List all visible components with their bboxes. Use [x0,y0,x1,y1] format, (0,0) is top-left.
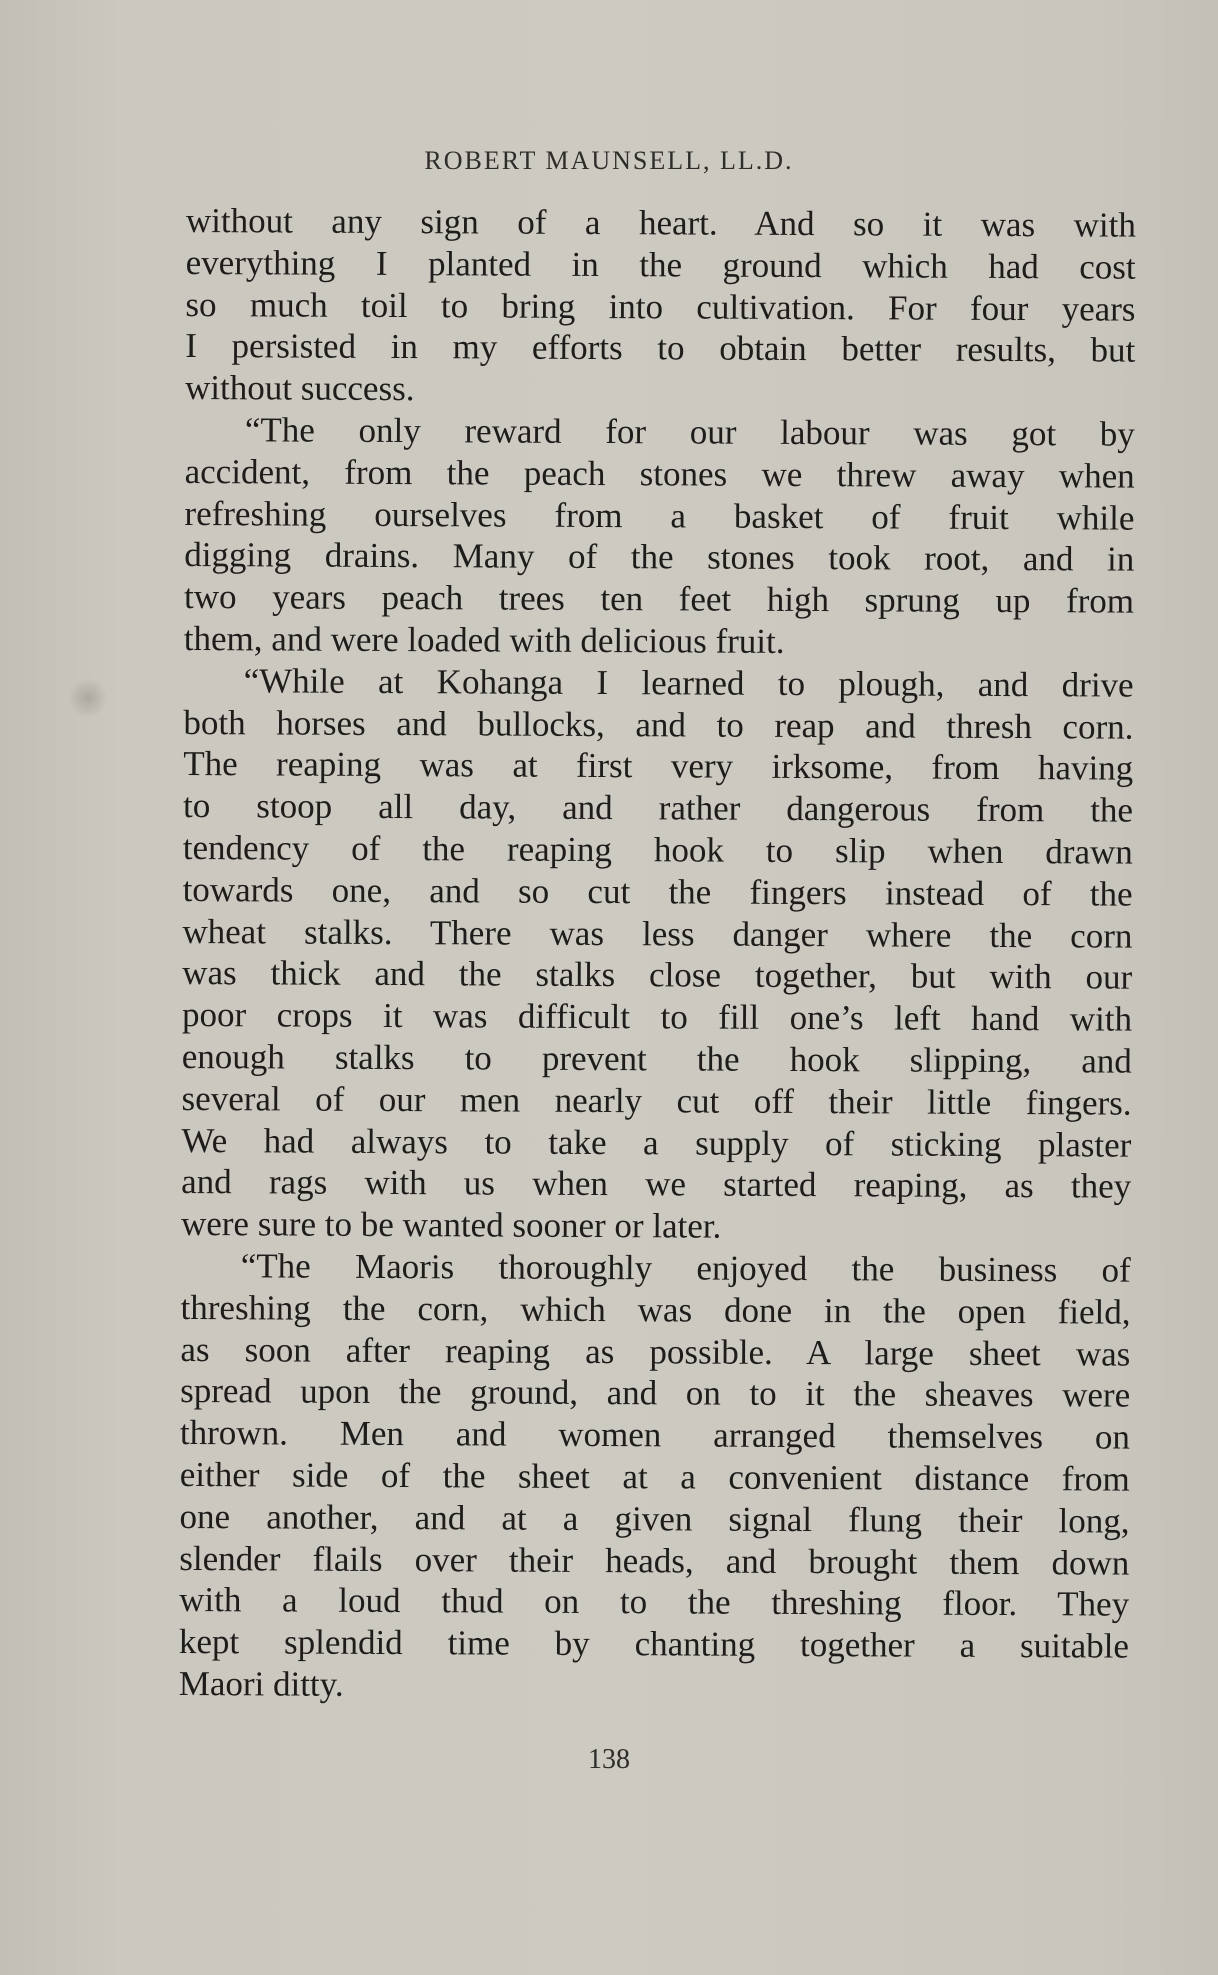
text-line: one another, and at a given signal flung their long, [179,1496,1130,1541]
text-line: several of our men nearly cut off their little fingers. [181,1078,1132,1123]
text-line: wheat stalks. There was less danger where the corn [182,911,1133,956]
text-line: and rags with us when we started reaping, as they [181,1162,1132,1206]
text-line: two years peach trees ten feet high sprung up from [183,577,1135,621]
text-line: “The Maoris thoroughly enjoyed the business of [240,1246,1131,1290]
text-line: The reaping was at first very irksome, from having [183,744,1134,788]
text-line: without success. [184,368,415,409]
text-line: refreshing ourselves from a basket of fruit while [184,493,1135,538]
text-line: “While at Kohanga I learned to plough, and drive [243,661,1134,705]
page-smudge [68,678,108,718]
text-line: to stoop all day, and rather dangerous from the [182,786,1134,830]
text-line: were sure to be wanted sooner or later. [180,1204,722,1246]
text-line: Maori ditty. [178,1663,344,1704]
text-line: either side of the sheet at a convenient distance from [179,1454,1130,1499]
text-line: spread upon the ground, and on to it the sheaves were [180,1371,1131,1415]
text-line: with a loud thud on to the threshing floor. They [179,1580,1130,1624]
text-line: accident, from the peach stones we threw away when [184,451,1135,496]
text-line: towards one, and so cut the fingers instead of the [182,869,1133,914]
text-line: threshing the corn, which was done in the open field, [180,1287,1131,1332]
text-line: We had always to take a supply of sticking plaster [181,1120,1132,1165]
text-line: enough stalks to prevent the hook slipping, and [181,1036,1132,1081]
text-line: everything I planted in the ground which had cost [185,242,1136,287]
page-number: 138 [588,1744,630,1775]
text-line: was thick and the stalks close together, but with our [182,953,1133,997]
text-line: slender flails over their heads, and brought them down [179,1538,1130,1583]
text-line: without any sign of a heart. And so it was with [185,200,1136,245]
body-text [179,200,1136,1709]
text-line: I persisted in my efforts to obtain better results, but [185,326,1136,371]
text-line: so much toil to bring into cultivation. For four years [185,284,1136,329]
text-line: thrown. Men and women arranged themselves on [179,1413,1131,1457]
text-line: poor crops it was difficult to fill one’s left hand with [181,995,1133,1039]
text-line: as soon after reaping as possible. A large sheet was [180,1329,1131,1374]
running-head: ROBERT MAUNSELL, LL.D. [424,146,794,175]
text-line: both horses and bullocks, and to reap and thresh corn. [183,702,1134,747]
text-line: kept splendid time by chanting together a suitable [178,1622,1130,1666]
text-line: “The only reward for our labour was got by [244,410,1135,454]
text-line: them, and were loaded with delicious fruit. [183,618,785,661]
text-line: tendency of the reaping hook to slip when drawn [182,827,1133,872]
text-line: digging drains. Many of the stones took root, and in [184,535,1135,580]
